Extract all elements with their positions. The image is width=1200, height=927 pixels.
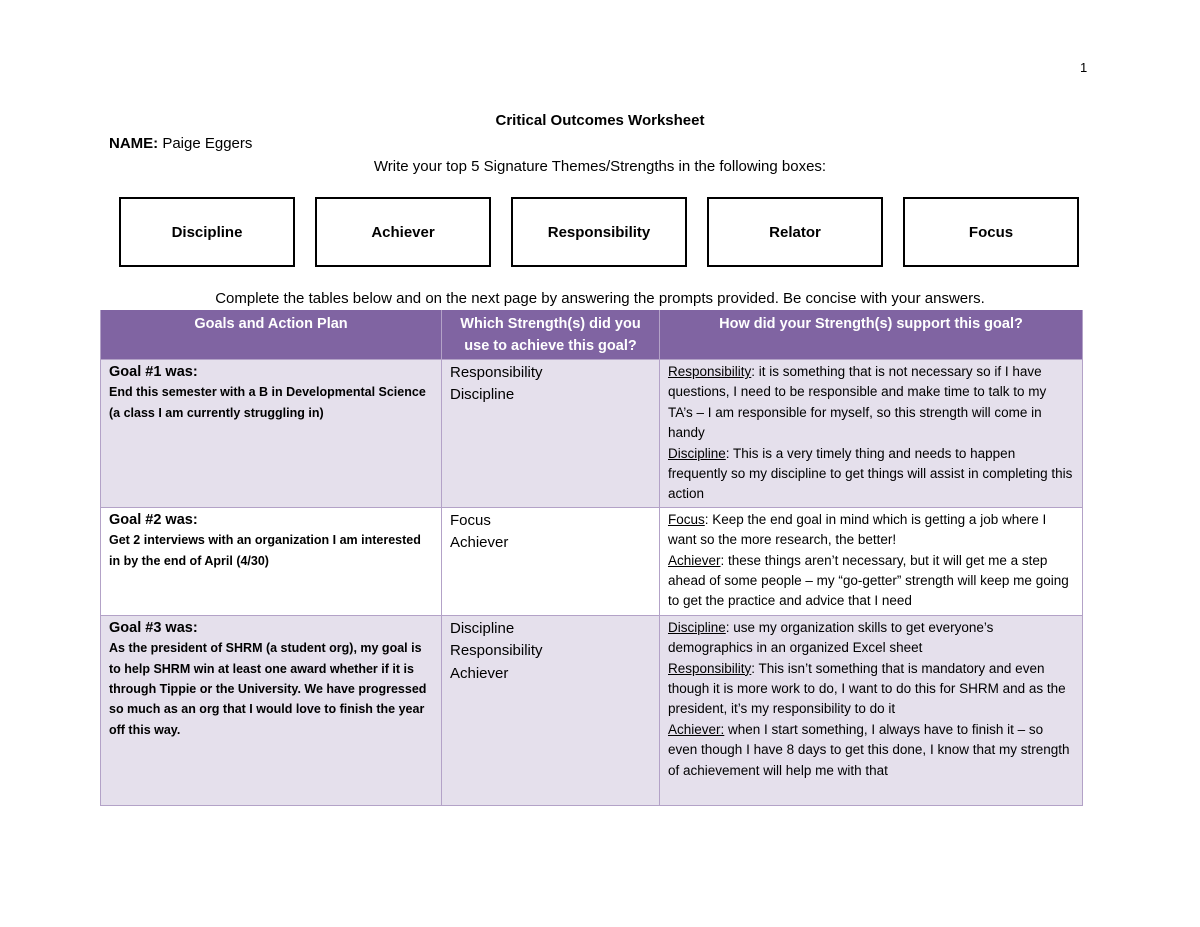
header-strengths: Which Strength(s) did you use to achieve this goal? xyxy=(442,310,660,360)
name-label: NAME: xyxy=(109,135,159,152)
table-row xyxy=(101,360,1083,508)
goal-label: Goal #1 was: xyxy=(109,364,198,380)
themes-instruction: Write your top 5 Signature Themes/Strengths in the following boxes: xyxy=(373,158,827,175)
goal-cell xyxy=(101,360,442,508)
support-text: : Keep the end goal in mind which is getting a job where I want so the more research, the better! xyxy=(668,511,1047,548)
goal-label: Goal #2 was: xyxy=(109,511,198,528)
header-support: How did your Strength(s) support this goal? xyxy=(660,310,1083,360)
goals-table xyxy=(100,310,1083,806)
support-label: Responsibility xyxy=(668,660,752,676)
header-goals: Goals and Action Plan xyxy=(101,310,442,360)
theme-box-3: Responsibility xyxy=(511,197,687,267)
name-line xyxy=(109,135,252,152)
support-label: Focus xyxy=(668,511,705,527)
theme-box-2: Achiever xyxy=(315,197,491,267)
strength-item: Focus xyxy=(450,511,491,529)
name-value: Paige Eggers xyxy=(158,135,253,152)
support-text: : This isn’t something that is mandatory and even though it is more work to do, I want to do this for SHRM and as the president, it’s my responsibility to do it xyxy=(668,660,1066,717)
goal-text: As the president of SHRM (a student org), my goal is to help SHRM win at least one award whether if it is through Tippie or the University. We have progressed so much as an org that I would love to finish the year off this way. xyxy=(109,641,427,737)
support-label: Achiever: xyxy=(668,721,725,737)
table-header-row xyxy=(101,310,1083,360)
strength-item: Responsibility xyxy=(450,642,543,660)
support-label: Responsibility xyxy=(668,364,752,379)
goal-cell xyxy=(101,507,442,615)
support-text: : This is a very timely thing and needs to happen frequently so my discipline to get things will assist in completing this action xyxy=(668,445,1073,502)
theme-box-4: Relator xyxy=(707,197,883,267)
support-label: Discipline xyxy=(668,445,726,461)
signature-themes xyxy=(119,197,1081,267)
table-instruction: Complete the tables below and on the next page by answering the prompts provided. Be concise with your answers. xyxy=(215,290,985,307)
support-label: Achiever xyxy=(668,552,721,568)
support-text: : it is something that is not necessary so if I have questions, I need to be responsible and make time to talk to my TA’s – I am responsible for myself, so this strength will come in handy xyxy=(668,364,1047,441)
support-cell xyxy=(660,360,1083,508)
strength-item: Discipline xyxy=(450,619,515,637)
goal-cell xyxy=(101,615,442,805)
page-number: 1 xyxy=(1080,60,1088,75)
support-cell xyxy=(660,615,1083,805)
strength-item: Achiever xyxy=(450,664,509,682)
strengths-cell xyxy=(442,615,660,805)
theme-box-1: Discipline xyxy=(119,197,295,267)
strengths-cell xyxy=(442,507,660,615)
goal-text: Get 2 interviews with an organization I am interested in by the end of April (4/30) xyxy=(109,533,421,568)
support-label: Discipline xyxy=(668,619,726,635)
support-cell xyxy=(660,507,1083,615)
strength-item: Achiever xyxy=(450,534,509,552)
theme-box-5: Focus xyxy=(903,197,1079,267)
table-row xyxy=(101,615,1083,805)
strength-item: Discipline xyxy=(450,386,515,404)
goal-text: End this semester with a B in Developmental Science (a class I am currently struggling in) xyxy=(109,385,426,420)
table-row xyxy=(101,507,1083,615)
support-text: : use my organization skills to get everyone’s demographics in an organized Excel sheet xyxy=(668,619,994,656)
worksheet-title: Critical Outcomes Worksheet xyxy=(495,112,705,129)
goal-label: Goal #3 was: xyxy=(109,619,198,636)
strength-item: Responsibility xyxy=(450,364,543,381)
support-text: : these things aren’t necessary, but it will get me a step ahead of some people – my “go-getter” strength will keep me going to get the practice and advice that I need xyxy=(668,552,1069,609)
support-text: when I start something, I always have to finish it – so even though I have 8 days to get this done, I know that my strength of achievement will help me with that xyxy=(668,721,1070,778)
strengths-cell xyxy=(442,360,660,508)
